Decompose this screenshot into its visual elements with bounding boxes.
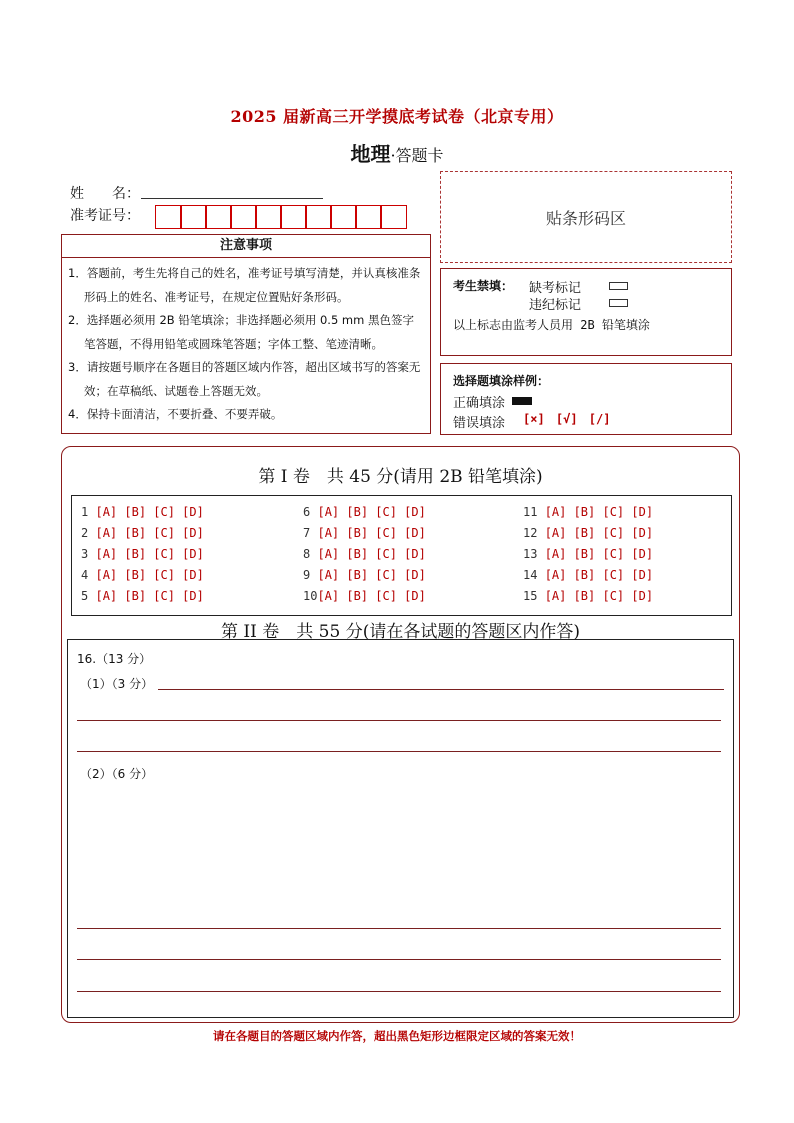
id-digit-box[interactable] xyxy=(355,205,382,229)
multiple-choice-grid xyxy=(71,495,732,616)
answer-line[interactable] xyxy=(158,689,724,690)
question-number: 13 xyxy=(523,547,538,561)
correct-fill-label: 正确填涂 xyxy=(453,396,506,411)
choice-options[interactable]: [A] [B] [C] [D] xyxy=(317,526,426,540)
choice-row[interactable] xyxy=(523,544,653,565)
question-16-box xyxy=(67,639,734,1018)
question-number: 6 xyxy=(303,505,311,519)
id-digit-box[interactable] xyxy=(155,205,182,229)
question-16-title: 16.（13 分） xyxy=(77,652,152,666)
question-number: 15 xyxy=(523,589,538,603)
question-number: 2 xyxy=(81,526,89,540)
subject-name: 地理 xyxy=(350,142,391,166)
footer-warning: 请在各题目的答题区域内作答，超出黑色矩形边框限定区域的答案无效！ xyxy=(213,1029,581,1043)
absent-mark-box[interactable] xyxy=(609,282,628,290)
choice-options[interactable]: [A] [B] [C] [D] xyxy=(95,547,204,561)
choice-options[interactable]: [A] [B] [C] [D] xyxy=(317,568,426,582)
violation-mark-label: 违纪标记 xyxy=(529,298,582,313)
id-digit-box[interactable] xyxy=(380,205,407,229)
question-16-part2-label: （2）（6 分） xyxy=(80,767,154,781)
choice-row[interactable] xyxy=(523,502,653,523)
notice-item: 1．答题前，考生先将自己的姓名，准考证号填写清楚，并认真核准条形码上的姓名、准考证号，在规定位置贴好条形码。 xyxy=(68,266,421,304)
notice-item: 3．请按题号顺序在各题目的答题区域内作答，超出区域书写的答案无效；在草稿纸、试题卷上答题无效。 xyxy=(68,360,421,398)
choice-options[interactable]: [A] [B] [C] [D] xyxy=(95,505,204,519)
choice-options[interactable]: [A] [B] [C] [D] xyxy=(544,589,654,603)
choice-row[interactable] xyxy=(303,586,426,607)
choice-options[interactable]: [A] [B] [C] [D] xyxy=(544,568,654,582)
choice-column xyxy=(523,502,653,607)
name-label: 姓 名： xyxy=(70,186,140,202)
absent-mark-label: 缺考标记 xyxy=(529,281,582,296)
exam-title: 2025 届新高三开学摸底考试卷（北京专用） xyxy=(230,107,564,126)
question-number: 5 xyxy=(81,589,89,603)
choice-row[interactable] xyxy=(81,586,204,607)
sample-title: 选择题填涂样例： xyxy=(453,374,550,388)
answer-line[interactable] xyxy=(77,720,721,721)
id-digit-box[interactable] xyxy=(230,205,257,229)
question-number: 7 xyxy=(303,526,311,540)
id-number-boxes[interactable] xyxy=(155,205,405,229)
id-digit-box[interactable] xyxy=(330,205,357,229)
answer-line[interactable] xyxy=(77,751,721,752)
section1-title: 第 I 卷 共 45 分(请用 2B 铅笔填涂) xyxy=(258,467,543,487)
id-label: 准考证号： xyxy=(70,208,140,224)
choice-row[interactable] xyxy=(81,544,204,565)
choice-options[interactable]: [A] [B] [C] [D] xyxy=(544,526,654,540)
answer-line[interactable] xyxy=(77,991,721,992)
choice-options[interactable]: [A] [B] [C] [D] xyxy=(317,505,426,519)
proctor-note: 以上标志由监考人员用 2B 铅笔填涂 xyxy=(453,318,650,332)
answer-line[interactable] xyxy=(77,928,721,929)
question-number: 3 xyxy=(81,547,89,561)
choice-options[interactable]: [A] [B] [C] [D] xyxy=(544,505,654,519)
notice-title: 注意事项 xyxy=(61,234,431,258)
choice-options[interactable]: [A] [B] [C] [D] xyxy=(544,547,654,561)
name-field[interactable] xyxy=(141,198,323,199)
question-number: 12 xyxy=(523,526,538,540)
choice-row[interactable] xyxy=(303,544,426,565)
violation-mark-box[interactable] xyxy=(609,299,628,307)
id-digit-box[interactable] xyxy=(280,205,307,229)
choice-row[interactable] xyxy=(523,565,653,586)
question-number: 14 xyxy=(523,568,538,582)
id-digit-box[interactable] xyxy=(305,205,332,229)
question-number: 11 xyxy=(523,505,538,519)
choice-options[interactable]: [A] [B] [C] [D] xyxy=(317,547,426,561)
barcode-area xyxy=(440,171,732,263)
choice-row[interactable] xyxy=(81,565,204,586)
notice-item: 4．保持卡面清洁，不要折叠、不要弄破。 xyxy=(68,407,283,421)
question-number: 1 xyxy=(81,505,89,519)
id-digit-box[interactable] xyxy=(180,205,207,229)
choice-row[interactable] xyxy=(523,586,653,607)
notice-item: 2．选择题必须用 2B 铅笔填涂；非选择题必须用 0.5 mm 黑色签字笔答题，不得用铅笔或圆珠笔答题；字体工整、笔迹清晰。 xyxy=(68,313,414,351)
question-16-part1-label: （1）（3 分） xyxy=(80,677,154,691)
choice-options[interactable]: [A] [B] [C] [D] xyxy=(317,589,426,603)
question-number: 10 xyxy=(303,589,318,603)
answer-sheet-subtitle xyxy=(0,138,794,167)
section2-title: 第 II 卷 共 55 分(请在各试题的答题区内作答) xyxy=(221,622,580,642)
choice-row[interactable] xyxy=(523,523,653,544)
wrong-fill-label: 错误填涂 xyxy=(453,416,506,431)
correct-fill-sample xyxy=(512,397,532,405)
question-number: 8 xyxy=(303,547,311,561)
wrong-fill-samples: [×] [√] [/] xyxy=(523,412,611,426)
choice-options[interactable]: [A] [B] [C] [D] xyxy=(95,526,204,540)
choice-row[interactable] xyxy=(303,523,426,544)
choice-row[interactable] xyxy=(81,502,204,523)
forbid-title: 考生禁填： xyxy=(453,279,514,293)
barcode-label: 贴条形码区 xyxy=(545,208,626,228)
question-number: 4 xyxy=(81,568,89,582)
proctor-only-box xyxy=(440,268,732,356)
id-digit-box[interactable] xyxy=(255,205,282,229)
subtitle-suffix: ·答题卡 xyxy=(390,146,444,165)
choice-options[interactable]: [A] [B] [C] [D] xyxy=(95,568,204,582)
choice-row[interactable] xyxy=(303,502,426,523)
fill-sample-box xyxy=(440,363,732,435)
choice-column xyxy=(303,502,426,607)
choice-row[interactable] xyxy=(81,523,204,544)
choice-options[interactable]: [A] [B] [C] [D] xyxy=(95,589,204,603)
notice-list xyxy=(61,258,431,434)
question-number: 9 xyxy=(303,568,311,582)
choice-row[interactable] xyxy=(303,565,426,586)
id-digit-box[interactable] xyxy=(205,205,232,229)
answer-line[interactable] xyxy=(77,959,721,960)
choice-column xyxy=(81,502,204,607)
